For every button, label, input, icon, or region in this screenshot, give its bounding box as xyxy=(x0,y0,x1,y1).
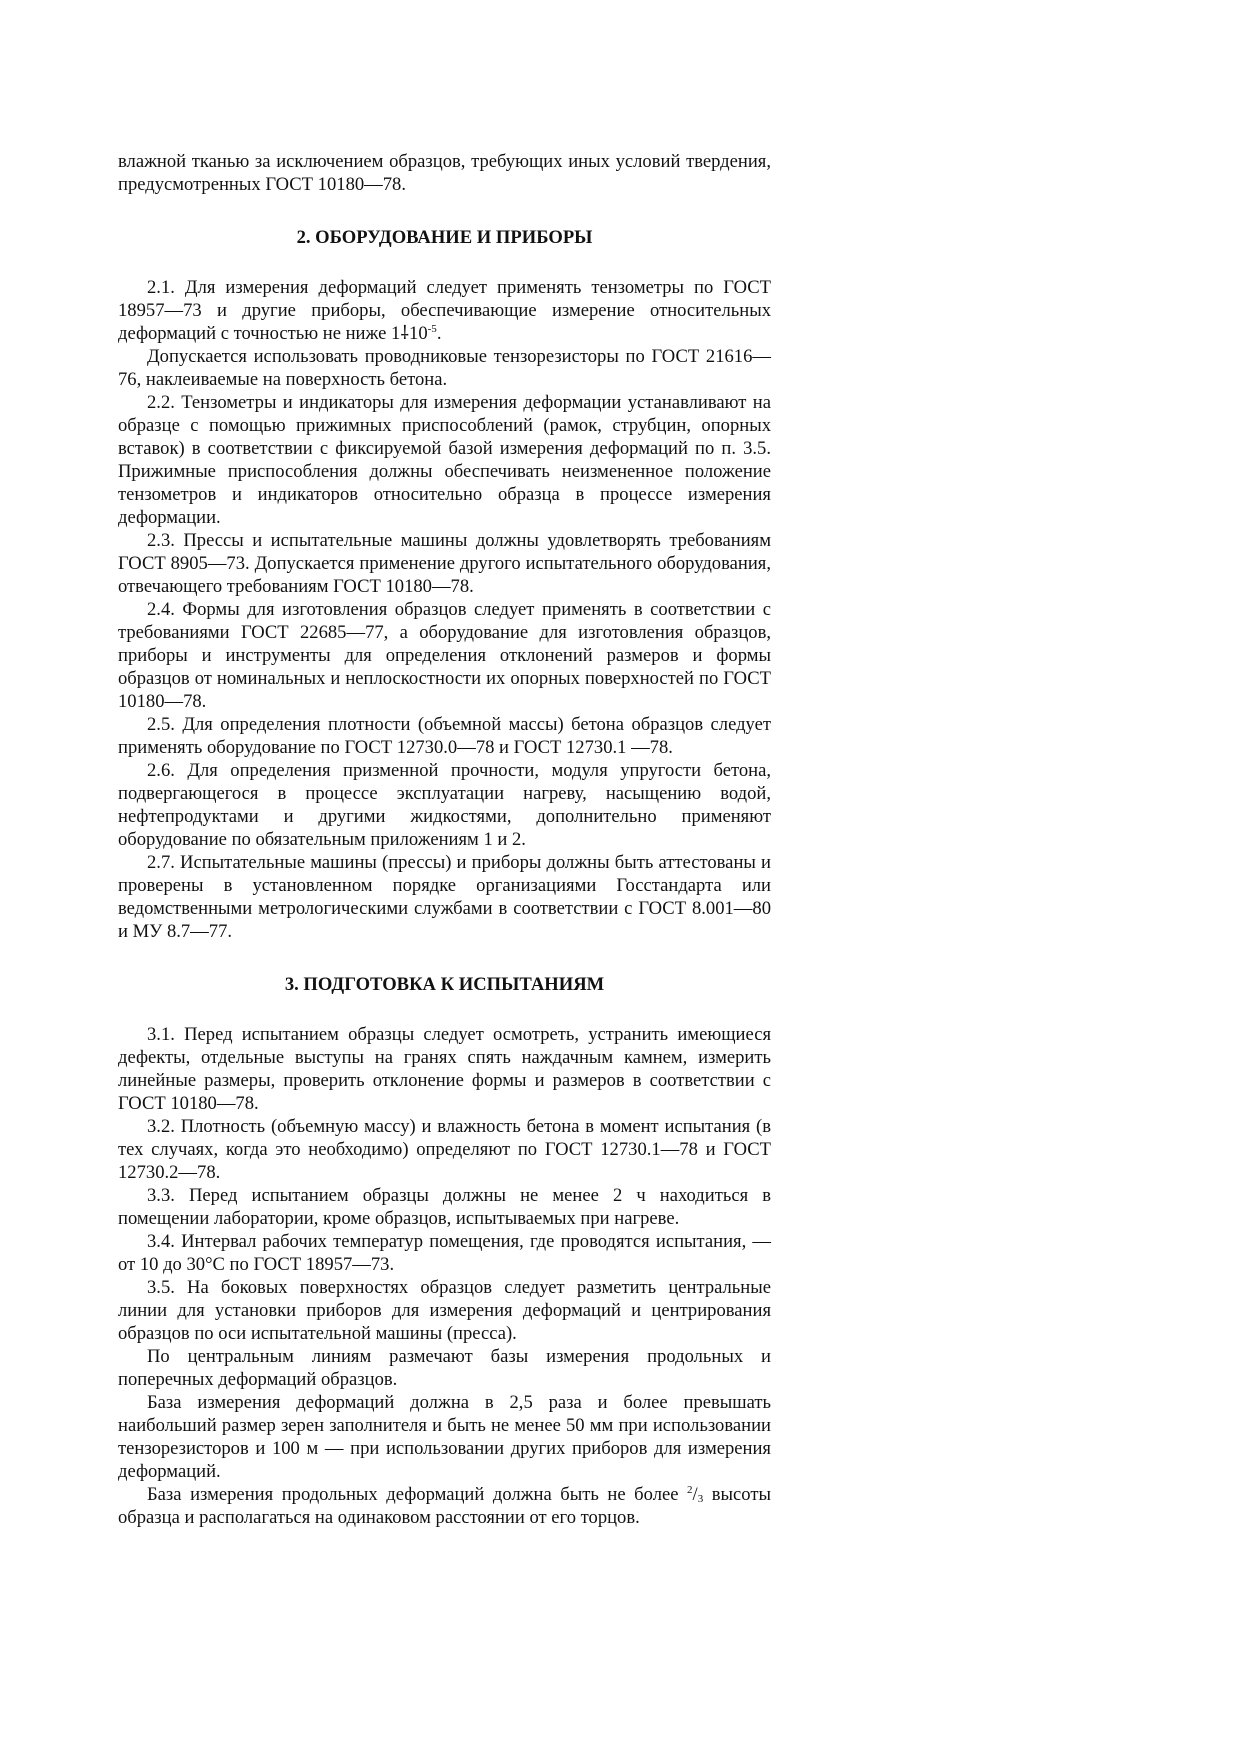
paragraph-3-4: 3.4. Интервал рабочих температур помещения, где проводятся испытания, — от 10 до 30°C по ГОСТ 18957—73. xyxy=(118,1231,771,1275)
multiplication-sign-symbol: ⸸ xyxy=(400,323,410,344)
paragraph-3-5: 3.5. На боковых поверхностях образцов следует разметить центральные линии для установки приборов для измерения деформаций и центрирования образцов по оси испытательной машины (пресса). xyxy=(118,1277,771,1344)
paragraph-2-5: 2.5. Для определения плотности (объемной массы) бетона образцов следует применять оборудование по ГОСТ 12730.0—78 и ГОСТ 12730.1 —78. xyxy=(118,714,771,758)
section-3-heading: 3. ПОДГОТОВКА К ИСПЫТАНИЯМ xyxy=(284,974,605,995)
document-page xyxy=(118,150,771,1529)
paragraph-2-7: 2.7. Испытательные машины (прессы) и приборы должны быть аттестованы и проверены в установленном порядке организациями Госстандарта или ведомственными метрологическими службами в соответствии с ГОСТ 8.001—80 и МУ 8.7—77. xyxy=(118,852,771,942)
power-exponent: -5 xyxy=(427,322,437,335)
fraction-numerator: 2 xyxy=(687,1484,693,1496)
paragraph-2-1-end: . xyxy=(436,323,442,344)
paragraph-2-1-text: 2.1. Для измерения деформаций следует применять тензометры по ГОСТ 18957—73 и другие приборы, обеспечивающие измерение относительных деформаций с точностью не ниже 1 xyxy=(118,277,771,344)
paragraph-3-5-d xyxy=(118,1483,771,1529)
paragraph-2-2: 2.2. Тензометры и индикаторы для измерения деформации устанавливают на образце с помощью прижимных приспособлений (рамок, струбцин, опорных вставок) в соответствии с фиксируемой базой измерения деформаций по п. 3.5. Прижимные приспособления должны обеспечивать неизмененное положение тензометров и индикаторов относительно образца в процессе измерения деформации. xyxy=(118,392,771,528)
paragraph-3-1: 3.1. Перед испытанием образцы следует осмотреть, устранить имеющиеся дефекты, отдельные выступы на гранях спять наждачным камнем, измерить линейные размеры, проверить отклонение формы и размеров в соответствии с ГОСТ 10180—78. xyxy=(118,1024,771,1114)
paragraph-2-3: 2.3. Прессы и испытательные машины должны удовлетворять требованиям ГОСТ 8905—73. Допускается применение другого испытательного оборудования, отвечающего требованиям ГОСТ 10180—78. xyxy=(118,530,771,597)
paragraph-3-3: 3.3. Перед испытанием образцы должны не менее 2 ч находиться в помещении лаборатории, кроме образцов, испытываемых при нагреве. xyxy=(118,1185,771,1229)
paragraph-2-1-b: Допускается использовать проводниковые тензорезисторы по ГОСТ 21616—76, наклеиваемые на поверхность бетона. xyxy=(118,346,771,390)
fraction-denominator: 3 xyxy=(697,1493,704,1505)
paragraph-2-4: 2.4. Формы для изготовления образцов следует применять в соответствии с требованиями ГОСТ 22685—77, а оборудование для изготовления образцов, приборы и инструменты для определения отклонений размеров и формы образцов от номинальных и неплоскостности их опорных поверхностей по ГОСТ 10180—78. xyxy=(118,599,771,712)
paragraph-3-5-b: По центральным линиям размечают базы измерения продольных и поперечных деформаций образцов. xyxy=(118,1346,771,1390)
paragraph-3-5-c: База измерения деформаций должна в 2,5 раза и более превышать наибольший размер зерен заполнителя и быть не менее 50 мм при использовании тензорезисторов и 100 м — при использовании других приборов для измерения деформаций. xyxy=(118,1392,771,1482)
fraction-slash: / xyxy=(692,1484,698,1505)
paragraph-3-5-d-end: высоты образца и располагаться на одинаковом расстоянии от его торцов. xyxy=(118,1484,771,1528)
section-2-heading: 2. ОБОРУДОВАНИЕ И ПРИБОРЫ xyxy=(296,227,593,248)
paragraph-2-6: 2.6. Для определения призменной прочности, модуля упругости бетона, подвергающегося в процессе эксплуатации нагреву, насыщению водой, нефтепродуктами и другими жидкостями, дополнительно применяют оборудование по обязательным приложениям 1 и 2. xyxy=(118,760,771,850)
paragraph-3-5-d-text: База измерения продольных деформаций должна быть не более xyxy=(147,1484,679,1505)
fraction-two-thirds xyxy=(687,1484,703,1505)
power-base: 10 xyxy=(409,323,428,344)
intro-paragraph: влажной тканью за исключением образцов, требующих иных условий твердения, предусмотренных ГОСТ 10180—78. xyxy=(118,151,771,195)
paragraph-3-2: 3.2. Плотность (объемную массу) и влажность бетона в момент испытания (в тех случаях, когда это необходимо) определяют по ГОСТ 12730.1—78 и ГОСТ 12730.2—78. xyxy=(118,1116,771,1183)
paragraph-2-1 xyxy=(118,276,771,345)
